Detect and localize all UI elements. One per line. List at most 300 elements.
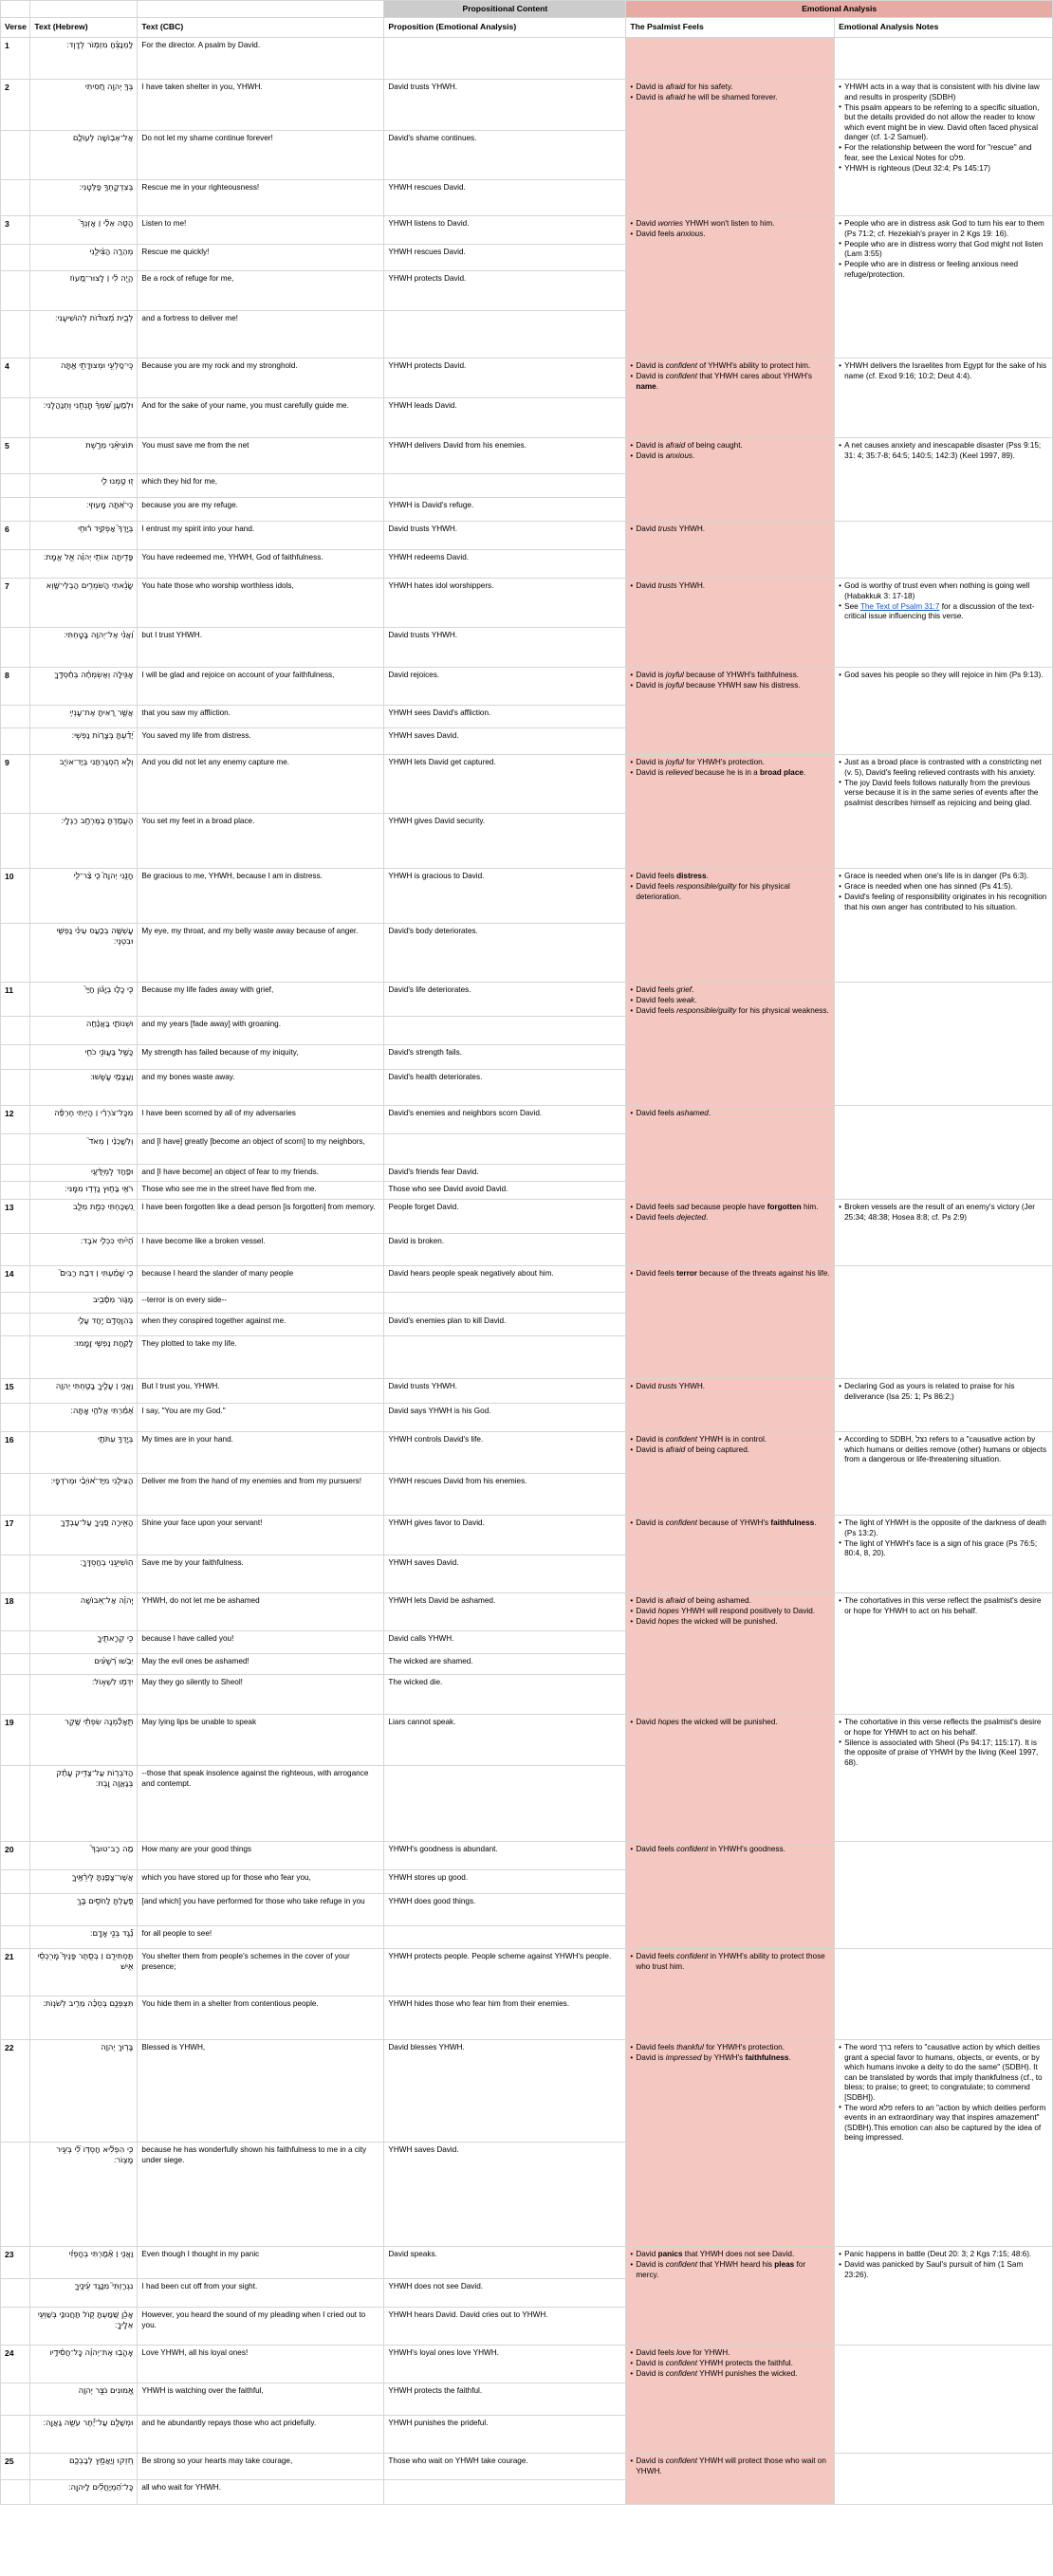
hebrew-text: פָּדִ֖יתָה אוֹתִ֥י יְהוָ֗ה אֵ֣ל אֱמֶֽת׃	[30, 550, 138, 579]
emotional-analysis-notes-cell	[835, 1593, 1053, 1715]
emotional-analysis-notes-cell	[835, 38, 1053, 80]
cbc-text: Be a rock of refuge for me,	[138, 271, 384, 311]
hebrew-text: תֵּ֥אָלַ֗מְנָה שִׂפְתֵ֫י שָׁ֥קֶר	[30, 1715, 138, 1766]
emotional-analysis-notes-list-item: • God is worthy of trust even when nothing is going well (Habakkuk 3: 17-18)	[839, 581, 1048, 601]
proposition-text	[384, 1293, 626, 1314]
psalmist-feels-list-item: • David is confident YHWH is in control.	[630, 1435, 830, 1445]
emotional-analysis-notes-list-item: • People who are in distress or feeling anxious need refuge/protection.	[839, 260, 1048, 280]
hebrew-text: תִּצְפְּנֵ֥ם בְּסֻכָּ֗ה מֵרִ֥יב לְשֹׁנֽוֹת׃	[30, 1996, 138, 2040]
cbc-text: You must save me from the net	[138, 438, 384, 474]
emotional-analysis-notes-list-item: • Just as a broad place is contrasted with a constricting net (v. 5), David's feeling relieved contrasts with his anxiety.	[839, 758, 1048, 778]
hebrew-text: נִגְרַזְתִּי֮ מִנֶּ֪גֶד עֵ֫ינֶ֥יךָ	[30, 2279, 138, 2308]
proposition-text: YHWH leads David.	[384, 398, 626, 438]
proposition-text: YHWH sees David's affliction.	[384, 706, 626, 728]
emotional-analysis-notes-cell	[835, 1266, 1053, 1379]
hebrew-text: הַטֵּ֤ה אֵלַ֨י ׀ אָזְנְךָ֮	[30, 216, 138, 245]
psalmist-feels-list	[630, 985, 830, 1017]
table-row	[1, 1200, 1053, 1234]
hebrew-text: הָאִ֣ירָה פָ֭נֶיךָ עַל־עַבְדֶּ֑ךָ	[30, 1516, 138, 1555]
emotional-analysis-notes-list-item: • David was panicked by Saul's pursuit of him (1 Sam 23:26).	[839, 2260, 1048, 2280]
psalmist-feels-cell	[626, 1593, 835, 1715]
emotional-analysis-notes-list	[839, 1596, 1048, 1616]
verse-number	[1, 1870, 30, 1894]
hebrew-text: וַעֲצָמַ֥י עָשֵֽׁשׁוּ׃	[30, 1070, 138, 1106]
emotional-analysis-notes-list-item: • Declaring God as yours is related to praise for his deliverance (Isa 25: 1; Ps 86:2;)	[839, 1382, 1048, 1402]
cbc-text: I entrust my spirit into your hand.	[138, 522, 384, 550]
cbc-text: Even though I thought in my panic	[138, 2247, 384, 2279]
verse-number: 15	[1, 1379, 30, 1404]
cbc-text: You set my feet in a broad place.	[138, 814, 384, 869]
group-blank-verse	[1, 1, 30, 18]
verse-number	[1, 2383, 30, 2416]
table-row	[1, 1266, 1053, 1293]
emotional-analysis-notes-cell	[835, 1379, 1053, 1432]
table-header	[1, 1, 1053, 38]
hebrew-text: וּלְמַ֥עַן שִׁ֝מְךָ֗ תַּֽנְחֵ֥נִי וּֽתְנַהֲלֵֽנִי׃	[30, 398, 138, 438]
emotional-analysis-notes-list-item: • Broken vessels are the result of an enemy's victory (Jer 25:34; 48:38; Hosea 8:8; cf. Ps 2:9)	[839, 1203, 1048, 1223]
proposition-text: David's body deteriorates.	[384, 924, 626, 983]
emotional-analysis-notes-list-item: • Grace is needed when one has sinned (Ps 41:5).	[839, 882, 1048, 892]
proposition-text: YHWH rescues David.	[384, 180, 626, 216]
proposition-text: David trusts YHWH.	[384, 1379, 626, 1404]
psalmist-feels-cell	[626, 1379, 835, 1432]
verse-number: 3	[1, 216, 30, 245]
hebrew-text: כִּ֤י שָׁמַ֨עְתִּי ׀ דִּבַּ֥ת רַבִּים֮	[30, 1266, 138, 1293]
psalmist-feels-list	[630, 2456, 830, 2476]
proposition-text: David calls YHWH.	[384, 1631, 626, 1654]
emotional-analysis-notes-cell	[835, 1200, 1053, 1266]
emotional-analysis-notes-list	[839, 361, 1048, 381]
table-row	[1, 2454, 1053, 2480]
hebrew-text: כִּ֤י כָל֪וּ בְיָג֡וֹן חַיַּי֮	[30, 983, 138, 1017]
psalmist-feels-list-item: • David feels dejected.	[630, 1213, 830, 1224]
proposition-text: YHWH does not see David.	[384, 2279, 626, 2308]
proposition-text: YHWH listens to David.	[384, 216, 626, 245]
hebrew-text: אָגִ֥ילָה וְאֶשְׂמְחָ֗ה בְּחַ֫סְדֶּ֥ךָ	[30, 668, 138, 706]
hebrew-text: מָ֤ה רַֽב־טוּבְךָ֮	[30, 1842, 138, 1870]
proposition-text	[384, 311, 626, 359]
psalmist-feels-list-item: • David trusts YHWH.	[630, 524, 830, 535]
cbc-text: I have been scorned by all of my adversaries	[138, 1106, 384, 1134]
cbc-text: that you saw my affliction.	[138, 706, 384, 728]
verse-number	[1, 1293, 30, 1314]
verse-number	[1, 271, 30, 311]
proposition-text: David's life deteriorates.	[384, 983, 626, 1017]
column-header-cbc[interactable]: Text (CBC)	[138, 18, 384, 38]
proposition-text: YHWH rescues David.	[384, 245, 626, 271]
emotional-analysis-notes-cell	[835, 1432, 1053, 1516]
table-row	[1, 1715, 1053, 1766]
verse-number	[1, 628, 30, 668]
emotional-analysis-notes-list-item: • YHWH delivers the Israelites from Egypt for the sake of his name (cf. Exod 9:16; 10:2; Deut 4:4).	[839, 361, 1048, 381]
verse-number	[1, 1070, 30, 1106]
verse-number	[1, 1555, 30, 1593]
cbc-text: I will be glad and rejoice on account of your faithfulness,	[138, 668, 384, 706]
psalmist-feels-cell	[626, 359, 835, 438]
psalmist-feels-list	[630, 361, 830, 392]
psalmist-feels-cell	[626, 1432, 835, 1516]
cbc-text: You shelter them from people's schemes in the cover of your presence;	[138, 1949, 384, 1996]
table-row	[1, 2346, 1053, 2383]
emotional-analysis-notes-list	[839, 1203, 1048, 1223]
psalmist-feels-list-item: • David feels confident in YHWH's ability to protect those who trust him.	[630, 1952, 830, 1972]
emotional-analysis-notes-list-item: • YHWH acts in a way that is consistent with his divine law and results in prosperity (SDBH)	[839, 83, 1048, 102]
verse-number: 7	[1, 579, 30, 628]
hebrew-text: אַל־אֵב֥וֹשָׁה לְעוֹלָ֑ם	[30, 131, 138, 180]
cbc-text: My strength has failed because of my iniquity,	[138, 1045, 384, 1070]
emotional-analysis-notes-list	[839, 441, 1048, 461]
cbc-text: Rescue me in your righteousness!	[138, 180, 384, 216]
psalmist-feels-list-item: • David is joyful because of YHWH's faithfulness.	[630, 671, 830, 681]
verse-number: 16	[1, 1432, 30, 1474]
hebrew-text: אָ֝מַ֗רְתִּי אֱלֹהַ֥י אָֽתָּה׃	[30, 1404, 138, 1432]
emotional-analysis-notes-list	[839, 1518, 1048, 1559]
emotional-analysis-notes-list-item: • People who are in distress worry that God might not listen (Lam 3:55)	[839, 240, 1048, 260]
cbc-text: YHWH, do not let me be ashamed	[138, 1593, 384, 1631]
emotional-analysis-notes-cell	[835, 755, 1053, 869]
hebrew-text: בְּךָ֖ יְהוָ֣ה חָ֭סִיתִי	[30, 80, 138, 131]
psalmist-feels-list-item: • David is joyful because YHWH saw his distress.	[630, 681, 830, 691]
cbc-text: Save me by your faithfulness.	[138, 1555, 384, 1593]
emotional-analysis-notes-cell	[835, 359, 1053, 438]
hebrew-text: לָקַ֖חַת נַפְשִׁ֣י זָמָֽמוּ׃	[30, 1336, 138, 1379]
emotional-analysis-notes-cell	[835, 668, 1053, 755]
psalmist-feels-list-item: • David worries YHWH won't listen to him.	[630, 219, 830, 230]
verse-number: 8	[1, 668, 30, 706]
verse-number: 22	[1, 2040, 30, 2143]
cbc-text: Love YHWH, all his loyal ones!	[138, 2346, 384, 2383]
hebrew-text: כָּל־הַ֝מְיַחֲלִ֗ים לַיהוָֽה׃	[30, 2480, 138, 2505]
proposition-text: David's enemies plan to kill David.	[384, 1314, 626, 1336]
hebrew-text: הֱיֵ֤ה לִ֨י ׀ לְֽצוּר־מָ֭עוֹז	[30, 271, 138, 311]
proposition-text: YHWH's loyal ones love YHWH.	[384, 2346, 626, 2383]
proposition-text: People forget David.	[384, 1200, 626, 1234]
psalmist-feels-list	[630, 2043, 830, 2064]
hebrew-text: וּמְשַׁלֵּ֥ם עַל־יֶ֝֗תֶר עֹשֵׂ֥ה גַאֲוָֽה׃	[30, 2416, 138, 2454]
hebrew-text: וְלֹ֣א הִ֭סְגַּרְתַּנִי בְּיַד־אוֹיֵ֑ב	[30, 755, 138, 814]
verse-number	[1, 1926, 30, 1949]
psalmist-feels-cell	[626, 438, 835, 522]
psalmist-feels-list-item: • David feels distress.	[630, 872, 830, 882]
proposition-text	[384, 1134, 626, 1165]
emotional-analysis-notes-list-item: • Panic happens in battle (Deut 20: 3; 2 Kgs 7:15; 48:6).	[839, 2250, 1048, 2260]
emotional-analysis-notes-list-item: • People who are in distress ask God to turn his ear to them (Ps 71:2; cf. Hezekiah's prayer in 2 Kgs 19: 16).	[839, 219, 1048, 239]
psalmist-feels-list-item: • David is confident that YHWH heard his pleas for mercy.	[630, 2260, 830, 2280]
cbc-text: Shine your face upon your servant!	[138, 1516, 384, 1555]
psalmist-feels-list	[630, 1435, 830, 1456]
table-row	[1, 1379, 1053, 1404]
verse-number	[1, 1234, 30, 1266]
verse-number: 5	[1, 438, 30, 474]
cbc-text: which they hid for me,	[138, 474, 384, 498]
cbc-text: I say, "You are my God."	[138, 1404, 384, 1432]
emotional-analysis-notes-list	[839, 758, 1048, 808]
column-header-psalmist-feels[interactable]: The Psalmist Feels	[626, 18, 835, 38]
emotional-analysis-notes-list-item: • The cohortative in this verse reflects the psalmist's desire or hope for YHWH to act on his behalf.	[839, 1718, 1048, 1738]
psalmist-feels-list	[630, 2250, 830, 2280]
psalmist-feels-list-item: • David feels responsible/guilty for his physical weakness.	[630, 1006, 830, 1017]
psalmist-feels-list-item: • David is anxious.	[630, 451, 830, 462]
verse-number: 21	[1, 1949, 30, 1996]
cbc-text: all who wait for YHWH.	[138, 2480, 384, 2505]
verse-number: 6	[1, 522, 30, 550]
verse-number	[1, 1631, 30, 1654]
verse-number	[1, 245, 30, 271]
cbc-text: Be strong so your hearts may take courage,	[138, 2454, 384, 2480]
column-header-emotional-notes[interactable]: Emotional Analysis Notes	[835, 18, 1053, 38]
hebrew-text: יְֽהוָ֗ה אַל־אֵ֭בוֹשָׁה	[30, 1593, 138, 1631]
psalmist-feels-list	[630, 1109, 830, 1119]
hebrew-text: אֲשֶׁ֣ר רָ֭אִיתָ אֶת־עָנְיִ֑י	[30, 706, 138, 728]
cbc-text: You have redeemed me, YHWH, God of faithfulness.	[138, 550, 384, 579]
emotional-analysis-notes-cell	[835, 522, 1053, 579]
proposition-text: David's strength fails.	[384, 1045, 626, 1070]
cbc-text: because I heard the slander of many people	[138, 1266, 384, 1293]
table-body	[1, 38, 1053, 2505]
hebrew-text: בְּיָדְךָ֮ אַפְקִ֪יד ר֫וּחִ֥י	[30, 522, 138, 550]
table-row	[1, 216, 1053, 245]
psalmist-feels-cell	[626, 755, 835, 869]
hebrew-text: וְלִשֲׁכֵנַ֨י ׀ מְאֹד֮	[30, 1134, 138, 1165]
emotional-analysis-notes-cell	[835, 1715, 1053, 1842]
verse-number	[1, 2279, 30, 2308]
psalmist-feels-list-item: • David feels weak.	[630, 996, 830, 1006]
hebrew-text: לְבֵ֥ית מְ֝צוּד֗וֹת לְהוֹשִׁיעֵֽנִי׃	[30, 311, 138, 359]
hebrew-text: חִ֭זְקוּ וְיַאֲמֵ֣ץ לְבַבְכֶ֑ם	[30, 2454, 138, 2480]
emotional-analysis-notes-cell	[835, 2346, 1053, 2454]
verse-number	[1, 1474, 30, 1516]
table-row	[1, 1842, 1053, 1870]
psalmist-feels-list	[630, 671, 830, 691]
psalmist-feels-list-item: • David is confident YHWH will protect those who wait on YHWH.	[630, 2456, 830, 2476]
hebrew-text: אֶֽהֱב֥וּ אֶת־יְהוָ֗ה כָּֽל־חֲסִ֫ידָ֥יו	[30, 2346, 138, 2383]
table-row	[1, 2247, 1053, 2279]
cbc-text: and my years [fade away] with groaning.	[138, 1017, 384, 1045]
group-header-emotional-analysis: Emotional Analysis	[626, 1, 1053, 18]
hebrew-text: לַמְנַצֵּ֗חַ מִזְמ֥וֹר לְדָוִֽד׃	[30, 38, 138, 80]
proposition-text: YHWH saves David.	[384, 1555, 626, 1593]
emotional-analysis-notes-cell	[835, 869, 1053, 983]
psalmist-feels-list-item: • David feels responsible/guilty for his physical deterioration.	[630, 882, 830, 902]
cbc-text: which you have stored up for those who fear you,	[138, 1870, 384, 1894]
psalmist-feels-list-item: • David feels ashamed.	[630, 1109, 830, 1119]
cbc-text: [and which] you have performed for those who take refuge in you	[138, 1894, 384, 1926]
hebrew-text: הָ֝יִ֗יתִי כִּכְלִ֥י אֹבֵֽד׃	[30, 1234, 138, 1266]
emotional-analysis-notes-list	[839, 1382, 1048, 1402]
hebrew-text: ז֭וּ טָ֣מְנוּ לִ֑י	[30, 474, 138, 498]
emotional-analysis-notes-list-item: • The cohortatives in this verse reflect the psalmist's desire or hope for YHWH to act on his behalf.	[839, 1596, 1048, 1616]
psalmist-feels-list	[630, 1203, 830, 1224]
psalmist-feels-list	[630, 83, 830, 103]
cbc-text: for all people to see!	[138, 1926, 384, 1949]
table-row	[1, 80, 1053, 131]
cbc-text: You hate those who worship worthless idols,	[138, 579, 384, 628]
verse-number: 14	[1, 1266, 30, 1293]
psalmist-feels-list	[630, 1382, 830, 1392]
cbc-text: How many are your good things	[138, 1842, 384, 1870]
proposition-text: YHWH saves David.	[384, 2143, 626, 2247]
psalmist-feels-list-item: • David feels grief.	[630, 985, 830, 996]
table-row	[1, 1516, 1053, 1555]
cbc-text: --terror is on every side--	[138, 1293, 384, 1314]
hebrew-text: כִּֽי־סַלְעִ֣י וּמְצוּדָתִ֣י אָ֑תָּה	[30, 359, 138, 398]
proposition-text: YHWH stores up good.	[384, 1870, 626, 1894]
emotional-analysis-notes-list	[839, 1718, 1048, 1768]
cbc-text: I had been cut off from your sight.	[138, 2279, 384, 2308]
hebrew-text: מְהֵרָ֪ה הַצִּ֫ילֵ֥נִי	[30, 245, 138, 271]
psalmist-feels-list	[630, 219, 830, 240]
emotional-analysis-notes-list-item: • The light of YHWH's face is a sign of his grace (Ps 76:5; 80:4, 8, 20).	[839, 1539, 1048, 1559]
cbc-text: They plotted to take my life.	[138, 1336, 384, 1379]
emotional-analysis-notes-list	[839, 872, 1048, 912]
hebrew-text: כָּשַׁ֣ל בַּעֲוֺנִ֣י כֹחִ֑י	[30, 1045, 138, 1070]
psalmist-feels-list	[630, 1718, 830, 1728]
cbc-text: Do not let my shame continue forever!	[138, 131, 384, 180]
verse-number: 19	[1, 1715, 30, 1766]
hebrew-text: וַ֝אֲנִ֗י אֶל־יְהוָ֥ה בָּטָֽחְתִּי׃	[30, 628, 138, 668]
verse-number: 4	[1, 359, 30, 398]
hebrew-text: תּוֹצִיאֵ֗נִי מֵרֶ֣שֶׁת	[30, 438, 138, 474]
verse-number	[1, 1654, 30, 1675]
hebrew-text: בְּצִדְקָתְךָ֥ פַלְּטֵֽנִי׃	[30, 180, 138, 216]
cbc-text: Because you are my rock and my stronghold.	[138, 359, 384, 398]
proposition-text: David is broken.	[384, 1234, 626, 1266]
proposition-text: David blesses YHWH.	[384, 2040, 626, 2143]
cbc-text: because he has wonderfully shown his faithfulness to me in a city under siege.	[138, 2143, 384, 2247]
psalmist-feels-cell	[626, 2040, 835, 2247]
proposition-text: David's health deteriorates.	[384, 1070, 626, 1106]
group-blank-hebrew	[30, 1, 138, 18]
proposition-text: YHWH hates idol worshippers.	[384, 579, 626, 628]
cbc-text: You saved my life from distress.	[138, 728, 384, 755]
proposition-text: David's shame continues.	[384, 131, 626, 180]
cbc-text: Those who see me in the street have fled from me.	[138, 1182, 384, 1200]
cbc-text: Be gracious to me, YHWH, because I am in distress.	[138, 869, 384, 924]
hebrew-text: וַאֲנִ֤י ׀ עָלֶ֣יךָ בָטַ֣חְתִּי יְהוָ֑ה	[30, 1379, 138, 1404]
header-group-row	[1, 1, 1053, 18]
hebrew-text: הַצִּילֵ֥נִי מִיַּד־א֝וֹיְבַ֗י וּמֵרֹדְפָֽי׃	[30, 1474, 138, 1516]
psalmist-feels-cell	[626, 1106, 835, 1200]
proposition-text	[384, 38, 626, 80]
psalmist-feels-list-item: • David hopes YHWH will respond positively to David.	[630, 1607, 830, 1617]
emotional-analysis-notes-list-item: • For the relationship between the word for "rescue" and fear, see the Lexical Notes for פלט.	[839, 143, 1048, 163]
proposition-text: David says YHWH is his God.	[384, 1404, 626, 1432]
psalmist-feels-list-item: • David feels sad because people have forgotten him.	[630, 1203, 830, 1213]
cbc-text: May they go silently to Sheol!	[138, 1675, 384, 1715]
cbc-text: and [I have] greatly [become an object of scorn] to my neighbors,	[138, 1134, 384, 1165]
psalmist-feels-list	[630, 441, 830, 462]
emotional-analysis-notes-list	[839, 581, 1048, 622]
cbc-text: and he abundantly repays those who act pridefully.	[138, 2416, 384, 2454]
cbc-text: Deliver me from the hand of my enemies and from my pursuers!	[138, 1474, 384, 1516]
emotional-analysis-notes-cell	[835, 2040, 1053, 2247]
psalmist-feels-list	[630, 1596, 830, 1628]
emotional-analysis-notes-cell	[835, 438, 1053, 522]
proposition-text: David's friends fear David.	[384, 1165, 626, 1182]
table-row	[1, 983, 1053, 1017]
psalmist-feels-list-item: • David is afraid he will be shamed forever.	[630, 93, 830, 103]
cbc-text: Blessed is YHWH,	[138, 2040, 384, 2143]
proposition-text: YHWH hears David. David cries out to YHWH.	[384, 2308, 626, 2346]
psalmist-feels-cell	[626, 522, 835, 579]
proposition-text: David hears people speak negatively about him.	[384, 1266, 626, 1293]
table-row	[1, 579, 1053, 628]
psalmist-feels-list	[630, 1269, 830, 1279]
hebrew-text: אָכֵ֗ן שָׁ֭מַעְתָּ ק֣וֹל תַּחֲנוּנַ֑י בְּשַׁוְּעִ֥י אֵלֶֽיךָ׃	[30, 2308, 138, 2346]
psalmist-feels-list-item: • David feels confident in YHWH's goodness.	[630, 1845, 830, 1855]
psalmist-feels-cell	[626, 1949, 835, 2040]
psalmist-feels-list	[630, 872, 830, 902]
proposition-text: YHWH is David's refuge.	[384, 498, 626, 522]
proposition-text	[384, 474, 626, 498]
emotional-analysis-notes-list-item: • The joy David feels follows naturally from the previous verse because it is in the same series of events after the psalmist describes himself as rejoicing and being glad.	[839, 779, 1048, 809]
table-row	[1, 755, 1053, 814]
column-header-verse[interactable]: Verse	[1, 18, 30, 38]
psalmist-feels-list-item: • David feels love for YHWH.	[630, 2348, 830, 2359]
cbc-text: For the director. A psalm by David.	[138, 38, 384, 80]
hebrew-text: יִדְּמ֥וּ לִשְׁאֽוֹל׃	[30, 1675, 138, 1715]
cbc-text: Rescue me quickly!	[138, 245, 384, 271]
column-header-hebrew[interactable]: Text (Hebrew)	[30, 18, 138, 38]
hebrew-text: נֶ֗֝גֶד בְּנֵ֣י אָדָֽם׃	[30, 1926, 138, 1949]
verse-number	[1, 1314, 30, 1336]
cbc-text: You hide them in a shelter from contentious people.	[138, 1996, 384, 2040]
psalmist-feels-list	[630, 1952, 830, 1972]
emotional-analysis-notes-cell	[835, 2247, 1053, 2346]
header-label-row	[1, 18, 1053, 38]
verse-number: 18	[1, 1593, 30, 1631]
psalmist-feels-list	[630, 758, 830, 779]
table-row	[1, 1949, 1053, 1996]
verse-number	[1, 728, 30, 755]
emotional-analysis-notes-cell	[835, 1842, 1053, 1949]
verse-number	[1, 1996, 30, 2040]
psalmist-feels-list-item: • David is relieved because he is in a broad place.	[630, 768, 830, 779]
cbc-text: My times are in your hand.	[138, 1432, 384, 1474]
table-row	[1, 1106, 1053, 1134]
psalmist-feels-cell	[626, 80, 835, 216]
psalmist-feels-list-item: • David trusts YHWH.	[630, 1382, 830, 1392]
hebrew-text: יָ֝דַ֗עְתָּ בְּצָר֥וֹת נַפְשִֽׁי׃	[30, 728, 138, 755]
hebrew-text: רֹאַ֥י בַּח֑וּץ נָדְד֥וּ מִמֶּֽנִּי׃	[30, 1182, 138, 1200]
proposition-text: Those who see David avoid David.	[384, 1182, 626, 1200]
verse-number	[1, 2308, 30, 2346]
column-header-proposition[interactable]: Proposition (Emotional Analysis)	[384, 18, 626, 38]
verse-number: 11	[1, 983, 30, 1017]
verse-number	[1, 1336, 30, 1379]
hebrew-text: וּפַ֪חַד לִֽמְיֻדָּ֫עָ֥י	[30, 1165, 138, 1182]
psalmist-feels-list-item: • David is confident YHWH protects the faithful.	[630, 2359, 830, 2369]
psalmist-feels-list	[630, 524, 830, 535]
emotional-analysis-notes-cell	[835, 579, 1053, 668]
hebrew-text: בְּהִוָּסְדָ֣ם יַ֣חַד עָלַ֑י	[30, 1314, 138, 1336]
psalmist-feels-cell	[626, 1715, 835, 1842]
verse-number: 12	[1, 1106, 30, 1134]
verse-number: 23	[1, 2247, 30, 2279]
psalmist-feels-cell	[626, 1200, 835, 1266]
proposition-text: YHWH protects the faithful.	[384, 2383, 626, 2416]
proposition-text: YHWH lets David get captured.	[384, 755, 626, 814]
verse-number: 17	[1, 1516, 30, 1555]
emotional-analysis-notes-list	[839, 2043, 1048, 2144]
verse-number	[1, 1766, 30, 1842]
verse-number	[1, 706, 30, 728]
emotional-analysis-notes-cell	[835, 2454, 1053, 2505]
cbc-text: when they conspired together against me.	[138, 1314, 384, 1336]
hebrew-text: מִכָּל־צֹרְרַ֨י ׀ הָיִ֪יתִי חֶרְפָּ֡ה	[30, 1106, 138, 1134]
psalmist-feels-list	[630, 581, 830, 592]
proposition-text: Those who wait on YHWH take courage.	[384, 2454, 626, 2480]
